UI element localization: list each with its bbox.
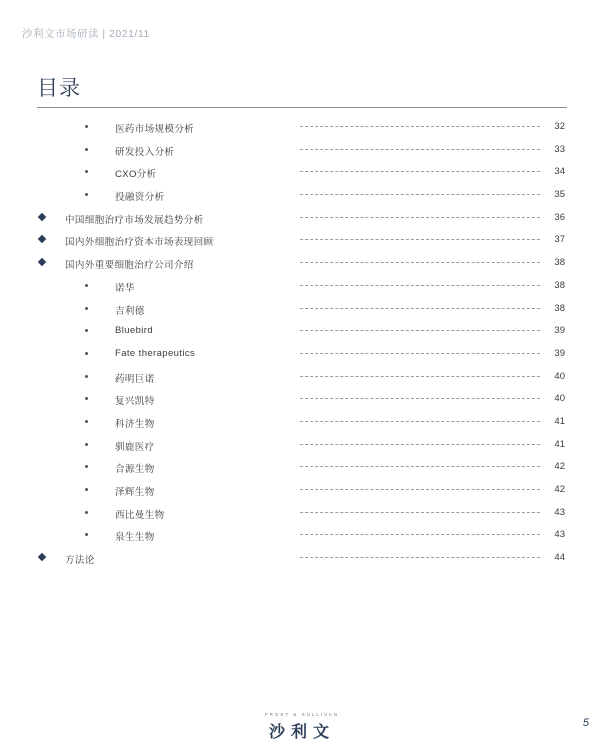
diamond-bullet-icon: [38, 553, 46, 561]
toc-entry-page: 33: [554, 143, 565, 155]
toc-entry-label: 诺华: [115, 282, 135, 294]
dot-bullet-icon: [85, 329, 88, 332]
toc-entry[interactable]: [0, 184, 602, 207]
toc-leader-line: [300, 171, 540, 172]
page-title: 目录: [37, 77, 81, 100]
toc-entry-label: Fate therapeutics: [115, 347, 196, 359]
dot-bullet-icon: [85, 170, 88, 173]
toc-leader-line: [300, 285, 540, 286]
toc-entry-page: 39: [554, 347, 565, 359]
toc-leader-line: [300, 534, 540, 535]
title-divider: [37, 107, 567, 108]
page-number: 5: [582, 717, 589, 729]
toc-entry[interactable]: [0, 139, 602, 162]
dot-bullet-icon: [85, 125, 88, 128]
toc-entry-page: 40: [554, 393, 565, 405]
toc-entry[interactable]: [0, 229, 602, 252]
toc-entry[interactable]: [0, 298, 602, 321]
toc-entry-label: 国内外重要细胞治疗公司介绍: [65, 260, 194, 272]
toc-entry-page: 38: [554, 279, 565, 291]
toc-entry-label: 中国细胞治疗市场发展趋势分析: [65, 214, 204, 226]
toc-entry-label: 医药市场规模分析: [115, 124, 195, 135]
toc-leader-line: [300, 239, 540, 240]
table-of-contents: [0, 116, 602, 570]
toc-entry[interactable]: [0, 366, 602, 389]
toc-entry[interactable]: [0, 320, 602, 343]
toc-leader-line: [300, 557, 540, 558]
toc-entry[interactable]: [0, 479, 602, 502]
toc-entry[interactable]: [0, 547, 602, 570]
toc-entry-page: 32: [554, 121, 565, 132]
dot-bullet-icon: [85, 533, 88, 536]
toc-entry[interactable]: [0, 502, 602, 525]
toc-entry-label: CXO分析: [115, 169, 157, 181]
toc-entry[interactable]: [0, 275, 602, 298]
toc-entry-label: 科济生物: [115, 418, 155, 430]
toc-entry-label: 泽辉生物: [115, 487, 155, 498]
toc-entry-page: 38: [554, 257, 565, 269]
dot-bullet-icon: [85, 420, 88, 423]
dot-bullet-icon: [85, 148, 88, 151]
toc-leader-line: [300, 262, 540, 263]
toc-leader-line: [300, 330, 540, 331]
dot-bullet-icon: [85, 443, 88, 446]
toc-entry-page: 42: [554, 461, 565, 473]
dot-bullet-icon: [85, 375, 88, 378]
toc-leader-line: [300, 126, 540, 127]
toc-entry-page: 41: [554, 438, 565, 450]
toc-entry-page: 41: [554, 415, 565, 427]
toc-entry[interactable]: [0, 456, 602, 479]
toc-entry-label: 复兴凯特: [115, 396, 155, 408]
toc-entry-label: 国内外细胞治疗资本市场表现回顾: [65, 237, 214, 249]
toc-leader-line: [300, 308, 540, 309]
toc-leader-line: [300, 376, 540, 377]
toc-entry[interactable]: [0, 116, 602, 139]
logo-english-text: FROST & SULLIVAN: [264, 712, 340, 717]
toc-leader-line: [300, 149, 540, 150]
frost-sullivan-logo: [262, 712, 342, 742]
toc-entry-page: 40: [554, 370, 565, 382]
toc-entry-page: 43: [554, 506, 565, 518]
diamond-bullet-icon: [38, 235, 46, 243]
toc-entry-page: 37: [554, 234, 565, 246]
toc-entry-page: 42: [554, 484, 565, 495]
toc-entry-label: 吉利德: [115, 305, 145, 317]
toc-leader-line: [300, 353, 540, 354]
toc-entry-label: 驯鹿医疗: [115, 441, 155, 453]
toc-entry-page: 36: [554, 211, 565, 223]
toc-entry-page: 44: [554, 552, 565, 564]
toc-leader-line: [300, 194, 540, 195]
toc-entry[interactable]: [0, 388, 602, 411]
toc-entry[interactable]: [0, 252, 602, 275]
toc-leader-line: [300, 466, 540, 467]
toc-entry-page: 38: [554, 302, 565, 314]
toc-leader-line: [300, 444, 540, 445]
dot-bullet-icon: [85, 307, 88, 310]
toc-entry[interactable]: [0, 161, 602, 184]
toc-leader-line: [300, 217, 540, 218]
dot-bullet-icon: [85, 284, 88, 287]
toc-entry-label: 泉生生物: [115, 532, 155, 544]
toc-entry-label: 西比曼生物: [115, 509, 165, 521]
toc-leader-line: [300, 489, 540, 490]
toc-leader-line: [300, 398, 540, 399]
toc-entry-label: 药明巨诺: [115, 373, 155, 385]
diamond-bullet-icon: [38, 213, 46, 221]
header-text: 沙利文市场研读 | 2021/11: [22, 28, 150, 40]
toc-entry[interactable]: [0, 434, 602, 457]
toc-leader-line: [300, 512, 540, 513]
toc-entry-label: 方法论: [65, 555, 95, 567]
toc-leader-line: [300, 421, 540, 422]
toc-entry[interactable]: [0, 411, 602, 434]
dot-bullet-icon: [85, 193, 88, 196]
toc-entry-page: 35: [554, 189, 565, 201]
dot-bullet-icon: [85, 488, 88, 491]
dot-bullet-icon: [85, 465, 88, 468]
toc-entry-label: 研发投入分析: [115, 146, 175, 158]
toc-entry-label: 合源生物: [115, 464, 155, 476]
diamond-bullet-icon: [38, 258, 46, 266]
toc-entry-page: 34: [554, 166, 565, 178]
toc-entry-label: Bluebird: [115, 325, 154, 337]
toc-entry[interactable]: [0, 343, 602, 366]
toc-entry-page: 39: [554, 325, 565, 337]
dot-bullet-icon: [85, 511, 88, 514]
toc-entry-label: 投融资分析: [115, 192, 165, 204]
dot-bullet-icon: [85, 352, 88, 355]
toc-entry-page: 43: [554, 529, 565, 541]
toc-entry[interactable]: [0, 524, 602, 547]
logo-chinese-text: 沙利文: [268, 724, 335, 741]
dot-bullet-icon: [85, 397, 88, 400]
toc-entry[interactable]: [0, 207, 602, 230]
